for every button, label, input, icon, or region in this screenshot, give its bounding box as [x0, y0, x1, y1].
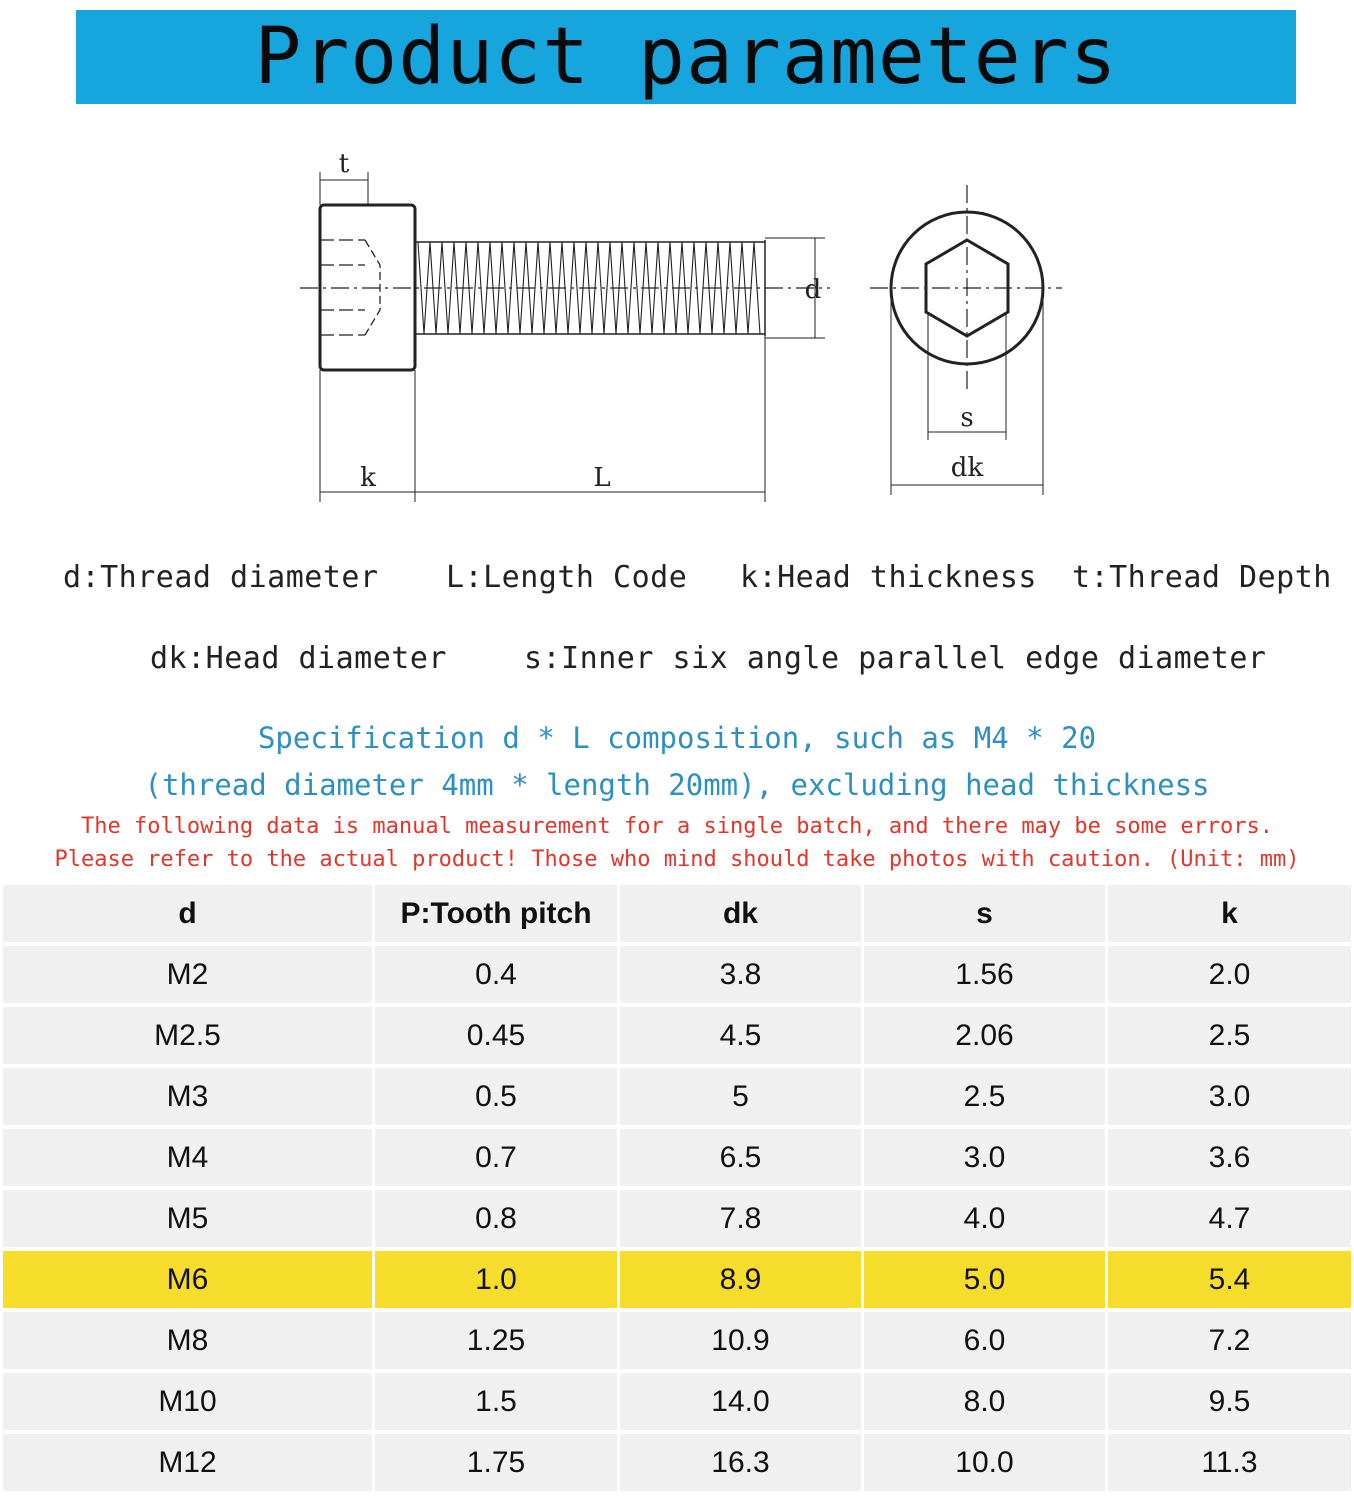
header-s: s	[864, 885, 1108, 946]
table-cell: 0.5	[375, 1068, 620, 1129]
table-cell: M12	[3, 1434, 375, 1495]
table-cell: 5.0	[864, 1251, 1108, 1312]
table-cell: 0.7	[375, 1129, 620, 1190]
table-cell: 3.0	[864, 1129, 1108, 1190]
table-cell: 1.5	[375, 1373, 620, 1434]
table-cell: 0.8	[375, 1190, 620, 1251]
legend-s: s:Inner six angle parallel edge diameter	[524, 641, 1267, 676]
legend-dk: dk:Head diameter	[150, 641, 447, 676]
table-cell: 3.6	[1108, 1129, 1351, 1190]
table-row	[3, 1373, 1351, 1434]
table-cell: M5	[3, 1190, 375, 1251]
table-cell: 1.56	[864, 946, 1108, 1007]
label-L: L	[593, 463, 611, 493]
table-cell: 2.06	[864, 1007, 1108, 1068]
table-cell: 2.5	[1108, 1007, 1351, 1068]
table-cell: M8	[3, 1312, 375, 1373]
table-cell: 4.5	[620, 1007, 864, 1068]
table-row	[3, 1129, 1351, 1190]
table-cell: 4.7	[1108, 1190, 1351, 1251]
table-row	[3, 1068, 1351, 1129]
table-cell: 6.5	[620, 1129, 864, 1190]
table-cell: 10.9	[620, 1312, 864, 1373]
table-cell: 9.5	[1108, 1373, 1351, 1434]
table-cell: 3.8	[620, 946, 864, 1007]
label-s: s	[960, 403, 974, 433]
legend-L: L:Length Code	[446, 560, 688, 595]
table-cell: 1.25	[375, 1312, 620, 1373]
table-cell: M2	[3, 946, 375, 1007]
table-cell: 14.0	[620, 1373, 864, 1434]
legend-k: k:Head thickness	[740, 560, 1037, 595]
spec-line-1: Specification d * L composition, such as M4 * 20	[257, 721, 1097, 755]
legend-t: t:Thread Depth	[1072, 560, 1332, 595]
table-cell: 7.2	[1108, 1312, 1351, 1373]
label-d: d	[804, 275, 822, 305]
label-dk: dk	[950, 453, 984, 483]
table-cell: 1.0	[375, 1251, 620, 1312]
thread-lines	[418, 242, 760, 334]
legend-d: d:Thread diameter	[63, 560, 379, 595]
header-dk: dk	[620, 885, 864, 946]
header-k: k	[1108, 885, 1351, 946]
table-cell: 8.9	[620, 1251, 864, 1312]
table-cell: M10	[3, 1373, 375, 1434]
table-row	[3, 1251, 1351, 1312]
table-cell: M3	[3, 1068, 375, 1129]
table-cell: 10.0	[864, 1434, 1108, 1495]
table-cell: 2.0	[1108, 946, 1351, 1007]
table-cell: 11.3	[1108, 1434, 1351, 1495]
table-row	[3, 1312, 1351, 1373]
table-row	[3, 1007, 1351, 1068]
table-cell: 5.4	[1108, 1251, 1351, 1312]
page-title: Product parameters	[76, 10, 1296, 104]
table-cell: 2.5	[864, 1068, 1108, 1129]
table-cell: 0.45	[375, 1007, 620, 1068]
table-cell: M2.5	[3, 1007, 375, 1068]
table-cell: 4.0	[864, 1190, 1108, 1251]
screw-diagram	[290, 150, 1070, 520]
table-cell: M6	[3, 1251, 375, 1312]
label-t: t	[338, 150, 350, 179]
table-cell: 5	[620, 1068, 864, 1129]
table-cell: 16.3	[620, 1434, 864, 1495]
note-line-2: Please refer to the actual product! Those who mind should take photos with caution. (Unit: mm)	[54, 847, 1300, 872]
label-k: k	[360, 463, 376, 493]
header-d: d	[3, 885, 375, 946]
table-cell: 7.8	[620, 1190, 864, 1251]
note-line-1: The following data is manual measurement for a single batch, and there may be some errors.	[80, 814, 1274, 839]
table-row	[3, 1190, 1351, 1251]
table-cell: M4	[3, 1129, 375, 1190]
header-pitch: P:Tooth pitch	[375, 885, 620, 946]
table-cell: 1.75	[375, 1434, 620, 1495]
table-cell: 0.4	[375, 946, 620, 1007]
table-cell: 8.0	[864, 1373, 1108, 1434]
table-cell: 6.0	[864, 1312, 1108, 1373]
parameter-table	[3, 885, 1351, 1495]
spec-line-2: (thread diameter 4mm * length 20mm), excluding head thickness	[144, 768, 1210, 802]
table-row	[3, 1434, 1351, 1495]
table-cell: 3.0	[1108, 1068, 1351, 1129]
table-header-row	[3, 885, 1351, 946]
table-row	[3, 946, 1351, 1007]
